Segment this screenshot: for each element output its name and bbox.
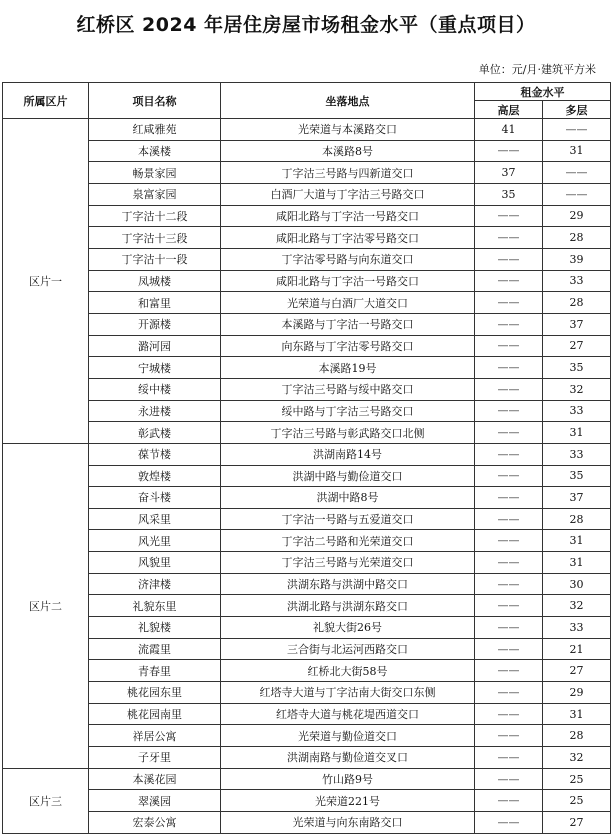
project-name-cell: 绥中楼 xyxy=(89,378,221,400)
rent-multi-cell: 35 xyxy=(543,357,611,379)
location-cell: 绥中路与丁字沽三号路交口 xyxy=(221,400,475,422)
location-cell: 红桥北大街58号 xyxy=(221,660,475,682)
rent-high-cell: —— xyxy=(475,422,543,444)
rent-high-cell: —— xyxy=(475,812,543,834)
rent-multi-cell: 29 xyxy=(543,205,611,227)
rent-multi-cell: 31 xyxy=(543,552,611,574)
project-name-cell: 丁字沽十二段 xyxy=(89,205,221,227)
table-header xyxy=(3,83,611,119)
header-multi: 多层 xyxy=(543,101,611,119)
rent-high-cell: 41 xyxy=(475,119,543,141)
rent-multi-cell: 28 xyxy=(543,725,611,747)
page-title: 红桥区 2024 年居住房屋市场租金水平（重点项目） xyxy=(76,14,536,36)
rent-high-cell: —— xyxy=(475,248,543,270)
rent-multi-cell: 33 xyxy=(543,617,611,639)
rent-high-cell: 37 xyxy=(475,162,543,184)
location-cell: 三合街与北运河西路交口 xyxy=(221,638,475,660)
location-cell: 洪湖北路与洪湖东路交口 xyxy=(221,595,475,617)
location-cell: 白酒厂大道与丁字沽三号路交口 xyxy=(221,183,475,205)
location-cell: 洪湖南路14号 xyxy=(221,443,475,465)
rent-multi-cell: 27 xyxy=(543,812,611,834)
location-cell: 红塔寺大道与桃花堤西道交口 xyxy=(221,703,475,725)
rent-multi-cell: 31 xyxy=(543,530,611,552)
rent-high-cell: —— xyxy=(475,747,543,769)
rent-multi-cell: 27 xyxy=(543,660,611,682)
table-row xyxy=(3,183,611,205)
rent-high-cell: —— xyxy=(475,270,543,292)
table-row xyxy=(3,443,611,465)
rent-multi-cell: —— xyxy=(543,183,611,205)
location-cell: 本溪路8号 xyxy=(221,140,475,162)
rent-high-cell: —— xyxy=(475,573,543,595)
location-cell: 咸阳北路与丁字沽一号路交口 xyxy=(221,270,475,292)
location-cell: 向东路与丁字沽零号路交口 xyxy=(221,335,475,357)
rent-multi-cell: —— xyxy=(543,119,611,141)
project-name-cell: 风采里 xyxy=(89,508,221,530)
table-row xyxy=(3,617,611,639)
rent-high-cell: —— xyxy=(475,378,543,400)
district-cell: 区片一 xyxy=(3,119,89,444)
rent-high-cell: —— xyxy=(475,443,543,465)
project-name-cell: 丁字沽十一段 xyxy=(89,248,221,270)
rent-multi-cell: 35 xyxy=(543,465,611,487)
project-name-cell: 开源楼 xyxy=(89,313,221,335)
table-row xyxy=(3,595,611,617)
project-name-cell: 风貌里 xyxy=(89,552,221,574)
rent-multi-cell: —— xyxy=(543,162,611,184)
table-row xyxy=(3,400,611,422)
table-row xyxy=(3,573,611,595)
location-cell: 丁字沽二号路和光荣道交口 xyxy=(221,530,475,552)
rent-high-cell: —— xyxy=(475,768,543,790)
project-name-cell: 子牙里 xyxy=(89,747,221,769)
unit-note: 单位：元/月·建筑平方米 xyxy=(478,63,596,76)
table-row xyxy=(3,227,611,249)
location-cell: 丁字沽三号路与四新道交口 xyxy=(221,162,475,184)
rent-high-cell: —— xyxy=(475,140,543,162)
location-cell: 丁字沽一号路与五爱道交口 xyxy=(221,508,475,530)
rent-multi-cell: 31 xyxy=(543,422,611,444)
location-cell: 洪湖中路与勤俭道交口 xyxy=(221,465,475,487)
rent-high-cell: —— xyxy=(475,552,543,574)
project-name-cell: 桃花园东里 xyxy=(89,682,221,704)
district-cell: 区片三 xyxy=(3,768,89,833)
project-name-cell: 泉富家园 xyxy=(89,183,221,205)
project-name-cell: 宁城楼 xyxy=(89,357,221,379)
header-high: 高层 xyxy=(475,101,543,119)
table-body xyxy=(3,119,611,834)
rent-multi-cell: 30 xyxy=(543,573,611,595)
rent-multi-cell: 32 xyxy=(543,747,611,769)
table-row xyxy=(3,465,611,487)
table-row xyxy=(3,422,611,444)
rent-high-cell: —— xyxy=(475,682,543,704)
table-row xyxy=(3,162,611,184)
rent-high-cell: —— xyxy=(475,292,543,314)
table-row xyxy=(3,487,611,509)
rent-table xyxy=(2,82,611,834)
table-row xyxy=(3,530,611,552)
rent-multi-cell: 32 xyxy=(543,378,611,400)
project-name-cell: 本溪花园 xyxy=(89,768,221,790)
rent-high-cell: —— xyxy=(475,725,543,747)
header-rent: 租金水平 xyxy=(475,83,611,101)
project-name-cell: 翠溪园 xyxy=(89,790,221,812)
table-row xyxy=(3,248,611,270)
project-name-cell: 敦煌楼 xyxy=(89,465,221,487)
project-name-cell: 葆节楼 xyxy=(89,443,221,465)
project-name-cell: 彰武楼 xyxy=(89,422,221,444)
rent-multi-cell: 28 xyxy=(543,292,611,314)
table-row xyxy=(3,335,611,357)
location-cell: 丁字沽三号路与彰武路交口北侧 xyxy=(221,422,475,444)
table-row xyxy=(3,747,611,769)
project-name-cell: 风光里 xyxy=(89,530,221,552)
project-name-cell: 凤城楼 xyxy=(89,270,221,292)
table-row xyxy=(3,812,611,834)
table-row xyxy=(3,703,611,725)
location-cell: 洪湖南路与勤俭道交叉口 xyxy=(221,747,475,769)
table-row xyxy=(3,790,611,812)
rent-high-cell: —— xyxy=(475,227,543,249)
rent-high-cell: —— xyxy=(475,357,543,379)
rent-multi-cell: 37 xyxy=(543,313,611,335)
rent-high-cell: 35 xyxy=(475,183,543,205)
rent-multi-cell: 31 xyxy=(543,703,611,725)
rent-multi-cell: 32 xyxy=(543,595,611,617)
rent-high-cell: —— xyxy=(475,790,543,812)
project-name-cell: 奋斗楼 xyxy=(89,487,221,509)
rent-high-cell: —— xyxy=(475,617,543,639)
rent-multi-cell: 25 xyxy=(543,768,611,790)
rent-high-cell: —— xyxy=(475,660,543,682)
location-cell: 本溪路与丁字沽一号路交口 xyxy=(221,313,475,335)
rent-high-cell: —— xyxy=(475,465,543,487)
table-row xyxy=(3,270,611,292)
project-name-cell: 祥居公寓 xyxy=(89,725,221,747)
table-row xyxy=(3,378,611,400)
project-name-cell: 潞河园 xyxy=(89,335,221,357)
header-district: 所属区片 xyxy=(3,83,89,119)
rent-high-cell: —— xyxy=(475,595,543,617)
project-name-cell: 畅景家园 xyxy=(89,162,221,184)
location-cell: 咸阳北路与丁字沽一号路交口 xyxy=(221,205,475,227)
project-name-cell: 宏泰公寓 xyxy=(89,812,221,834)
table-row xyxy=(3,292,611,314)
rent-multi-cell: 29 xyxy=(543,682,611,704)
project-name-cell: 青春里 xyxy=(89,660,221,682)
header-project: 项目名称 xyxy=(89,83,221,119)
rent-multi-cell: 33 xyxy=(543,400,611,422)
location-cell: 丁字沽三号路与光荣道交口 xyxy=(221,552,475,574)
table-row xyxy=(3,725,611,747)
location-cell: 洪湖中路8号 xyxy=(221,487,475,509)
rent-multi-cell: 28 xyxy=(543,227,611,249)
rent-high-cell: —— xyxy=(475,638,543,660)
rent-multi-cell: 33 xyxy=(543,270,611,292)
project-name-cell: 礼貌楼 xyxy=(89,617,221,639)
location-cell: 礼貌大街26号 xyxy=(221,617,475,639)
location-cell: 竹山路9号 xyxy=(221,768,475,790)
rent-high-cell: —— xyxy=(475,335,543,357)
rent-multi-cell: 25 xyxy=(543,790,611,812)
table-row xyxy=(3,682,611,704)
location-cell: 光荣道与勤俭道交口 xyxy=(221,725,475,747)
location-cell: 咸阳北路与丁字沽零号路交口 xyxy=(221,227,475,249)
rent-multi-cell: 33 xyxy=(543,443,611,465)
location-cell: 光荣道221号 xyxy=(221,790,475,812)
rent-multi-cell: 31 xyxy=(543,140,611,162)
table-row xyxy=(3,660,611,682)
project-name-cell: 桃花园南里 xyxy=(89,703,221,725)
project-name-cell: 济津楼 xyxy=(89,573,221,595)
table-row xyxy=(3,205,611,227)
table-row xyxy=(3,357,611,379)
table-row xyxy=(3,140,611,162)
project-name-cell: 红咸雅苑 xyxy=(89,119,221,141)
table-row xyxy=(3,313,611,335)
project-name-cell: 和富里 xyxy=(89,292,221,314)
project-name-cell: 流霞里 xyxy=(89,638,221,660)
rent-multi-cell: 39 xyxy=(543,248,611,270)
rent-high-cell: —— xyxy=(475,487,543,509)
table-row xyxy=(3,768,611,790)
rent-high-cell: —— xyxy=(475,313,543,335)
project-name-cell: 本溪楼 xyxy=(89,140,221,162)
rent-multi-cell: 37 xyxy=(543,487,611,509)
location-cell: 丁字沽零号路与向东道交口 xyxy=(221,248,475,270)
location-cell: 红塔寺大道与丁字沽南大街交口东侧 xyxy=(221,682,475,704)
table-row xyxy=(3,552,611,574)
rent-high-cell: —— xyxy=(475,400,543,422)
rent-multi-cell: 21 xyxy=(543,638,611,660)
location-cell: 光荣道与本溪路交口 xyxy=(221,119,475,141)
location-cell: 光荣道与白酒厂大道交口 xyxy=(221,292,475,314)
rent-multi-cell: 27 xyxy=(543,335,611,357)
rent-high-cell: —— xyxy=(475,508,543,530)
rent-multi-cell: 28 xyxy=(543,508,611,530)
rent-high-cell: —— xyxy=(475,530,543,552)
project-name-cell: 丁字沽十三段 xyxy=(89,227,221,249)
location-cell: 光荣道与向东南路交口 xyxy=(221,812,475,834)
table-row xyxy=(3,508,611,530)
table-row xyxy=(3,638,611,660)
header-location: 坐落地点 xyxy=(221,83,475,119)
location-cell: 丁字沽三号路与绥中路交口 xyxy=(221,378,475,400)
project-name-cell: 永进楼 xyxy=(89,400,221,422)
rent-high-cell: —— xyxy=(475,703,543,725)
district-cell: 区片二 xyxy=(3,443,89,768)
location-cell: 本溪路19号 xyxy=(221,357,475,379)
table-row xyxy=(3,119,611,141)
location-cell: 洪湖东路与洪湖中路交口 xyxy=(221,573,475,595)
rent-high-cell: —— xyxy=(475,205,543,227)
project-name-cell: 礼貌东里 xyxy=(89,595,221,617)
